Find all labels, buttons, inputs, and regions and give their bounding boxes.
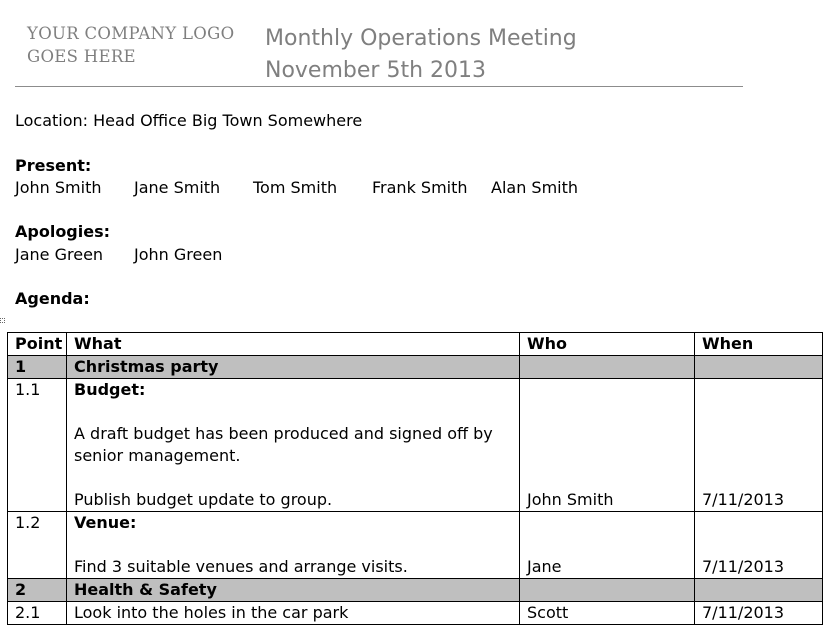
apologies-label: Apologies: (15, 222, 111, 241)
item-point: 1.2 (8, 512, 67, 579)
column-header-who: Who (520, 333, 695, 356)
item-what: Look into the holes in the car park (67, 602, 520, 625)
present-name: Jane Smith (134, 178, 221, 197)
section-who (520, 356, 695, 379)
section-when (695, 579, 823, 602)
present-label: Present: (15, 156, 92, 175)
column-header-what: What (67, 333, 520, 356)
agenda-label: Agenda: (15, 289, 90, 308)
item-when-value: 7/11/2013 (702, 490, 785, 509)
table-row (8, 602, 823, 625)
item-who (520, 512, 695, 579)
section-title: Christmas party (67, 356, 520, 379)
apology-name: Jane Green (15, 245, 104, 264)
item-point: 1.1 (8, 379, 67, 512)
meeting-name: Monthly Operations Meeting (265, 26, 577, 51)
logo-line-2: GOES HERE (27, 47, 136, 66)
logo-line-1: YOUR COMPANY LOGO (27, 24, 235, 43)
item-heading: Budget: (74, 380, 146, 399)
header-divider (15, 86, 743, 87)
item-when (695, 512, 823, 579)
item-when-value: 7/11/2013 (702, 557, 785, 576)
item-action: Publish budget update to group. (74, 490, 333, 509)
company-logo-placeholder (27, 22, 234, 68)
column-header-point: Point (8, 333, 67, 356)
present-name: Alan Smith (491, 178, 579, 197)
section-title: Health & Safety (67, 579, 520, 602)
item-who-value: John Smith (527, 490, 614, 509)
document-title (265, 23, 577, 86)
table-row (8, 379, 823, 512)
section-point: 1 (8, 356, 67, 379)
location-text: Location: Head Office Big Town Somewhere (15, 111, 363, 130)
item-when (695, 379, 823, 512)
item-who-value: Jane (527, 557, 562, 576)
agenda-table (7, 332, 823, 625)
item-who (520, 379, 695, 512)
present-name: Frank Smith (372, 178, 468, 197)
apology-name: John Green (134, 245, 223, 264)
section-row (8, 356, 823, 379)
item-what (67, 379, 520, 512)
item-who: Scott (520, 602, 695, 625)
item-description: A draft budget has been produced and signed off by senior management. (74, 424, 493, 465)
item-action: Find 3 suitable venues and arrange visits. (74, 557, 408, 576)
item-heading: Venue: (74, 513, 137, 532)
table-header-row (8, 333, 823, 356)
present-name: Tom Smith (253, 178, 338, 197)
section-when (695, 356, 823, 379)
section-row (8, 579, 823, 602)
meeting-date: November 5th 2013 (265, 57, 486, 83)
table-row (8, 512, 823, 579)
table-move-handle[interactable] (0, 318, 5, 323)
item-when: 7/11/2013 (695, 602, 823, 625)
column-header-when: When (695, 333, 823, 356)
item-what (67, 512, 520, 579)
section-who (520, 579, 695, 602)
item-point: 2.1 (8, 602, 67, 625)
section-point: 2 (8, 579, 67, 602)
present-name: John Smith (15, 178, 102, 197)
